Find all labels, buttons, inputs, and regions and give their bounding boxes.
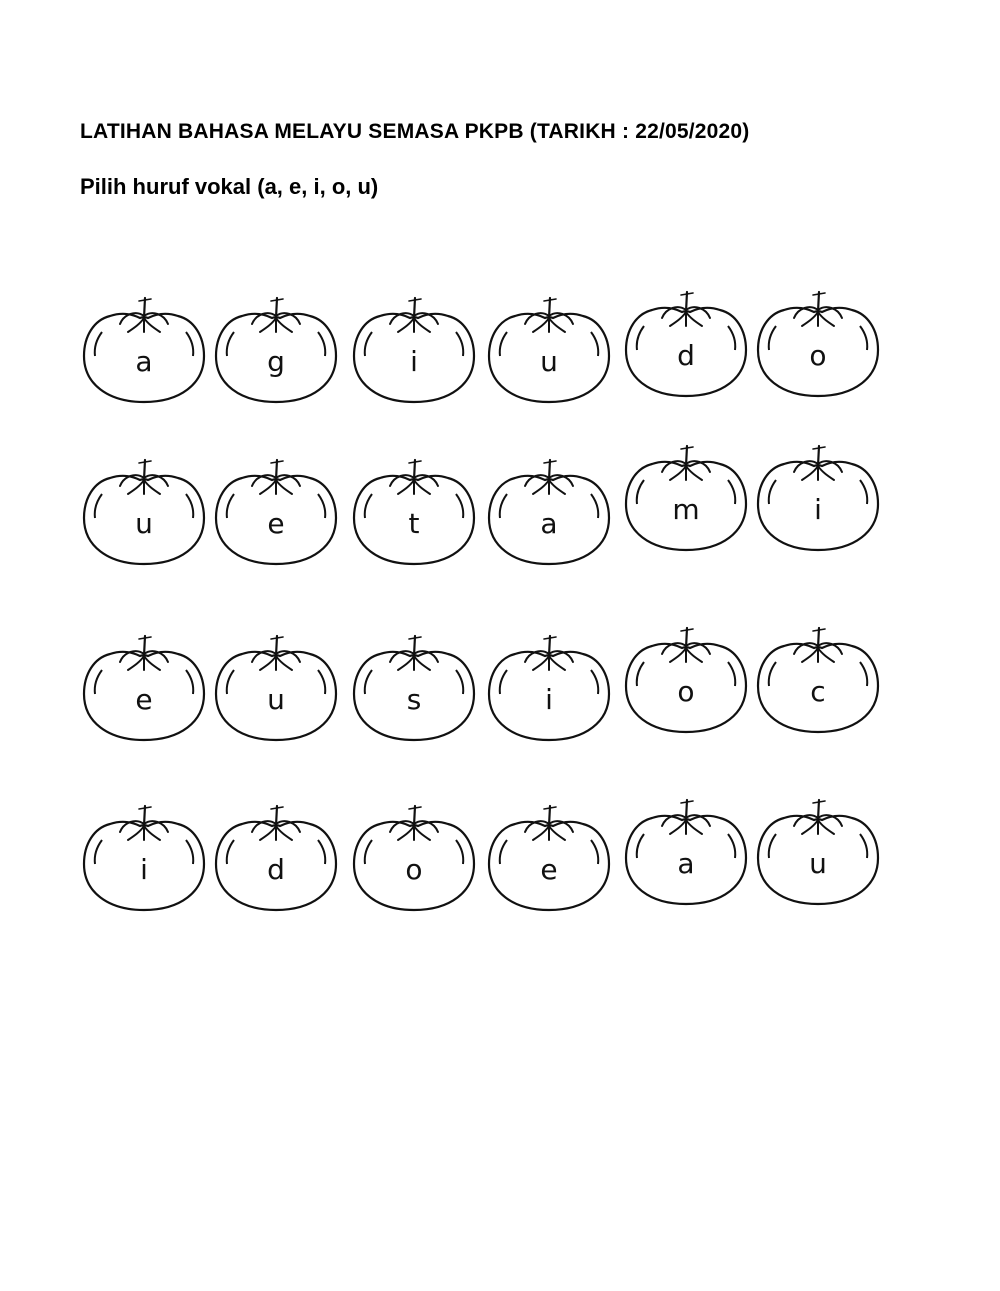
tomato-letter: a (677, 847, 695, 880)
tomato-letter: i (140, 853, 148, 886)
tomato-r2-c3[interactable] (350, 454, 478, 570)
tomato-r2-c1[interactable] (80, 454, 208, 570)
tomato-r1-c2[interactable] (212, 292, 340, 408)
tomato-letter: e (135, 683, 153, 716)
tomato-letter: a (135, 345, 153, 378)
tomato-r3-c5[interactable] (622, 622, 750, 738)
tomato-letter: u (540, 345, 558, 378)
tomato-r1-c3[interactable] (350, 292, 478, 408)
tomato-letter: o (809, 339, 827, 372)
tomato-letter: t (408, 507, 420, 540)
tomato-r4-c4[interactable] (485, 800, 613, 916)
tomato-letter: i (545, 683, 553, 716)
tomato-letter: u (809, 847, 827, 880)
tomato-letter: d (677, 339, 695, 372)
tomato-r2-c6[interactable] (754, 440, 882, 556)
tomato-r4-c2[interactable] (212, 800, 340, 916)
tomato-r1-c6[interactable] (754, 286, 882, 402)
tomato-r2-c2[interactable] (212, 454, 340, 570)
tomato-r1-c1[interactable] (80, 292, 208, 408)
tomato-r1-c5[interactable] (622, 286, 750, 402)
tomato-letter: e (540, 853, 558, 886)
tomato-letter: a (540, 507, 558, 540)
tomato-letter: u (135, 507, 153, 540)
tomato-r4-c5[interactable] (622, 794, 750, 910)
tomato-r4-c1[interactable] (80, 800, 208, 916)
tomato-letter: o (405, 853, 423, 886)
tomato-r3-c2[interactable] (212, 630, 340, 746)
tomato-r1-c4[interactable] (485, 292, 613, 408)
worksheet-instruction: Pilih huruf vokal (a, e, i, o, u) (80, 174, 379, 199)
tomato-r3-c6[interactable] (754, 622, 882, 738)
tomato-r4-c6[interactable] (754, 794, 882, 910)
tomato-letter: i (410, 345, 418, 378)
tomato-letter: d (267, 853, 285, 886)
tomato-letter: g (267, 345, 285, 378)
tomato-letter: s (406, 683, 422, 716)
tomato-r2-c5[interactable] (622, 440, 750, 556)
tomato-letter: m (672, 493, 700, 526)
tomato-r3-c4[interactable] (485, 630, 613, 746)
tomato-r4-c3[interactable] (350, 800, 478, 916)
tomato-r3-c3[interactable] (350, 630, 478, 746)
tomato-letter: o (677, 675, 695, 708)
tomato-r2-c4[interactable] (485, 454, 613, 570)
worksheet-title: LATIHAN BAHASA MELAYU SEMASA PKPB (TARIKH : 22/05/2020) (80, 120, 750, 143)
tomato-letter: e (267, 507, 285, 540)
tomato-r3-c1[interactable] (80, 630, 208, 746)
tomato-letter: c (810, 675, 826, 708)
tomato-letter: u (267, 683, 285, 716)
tomato-letter: i (814, 493, 822, 526)
